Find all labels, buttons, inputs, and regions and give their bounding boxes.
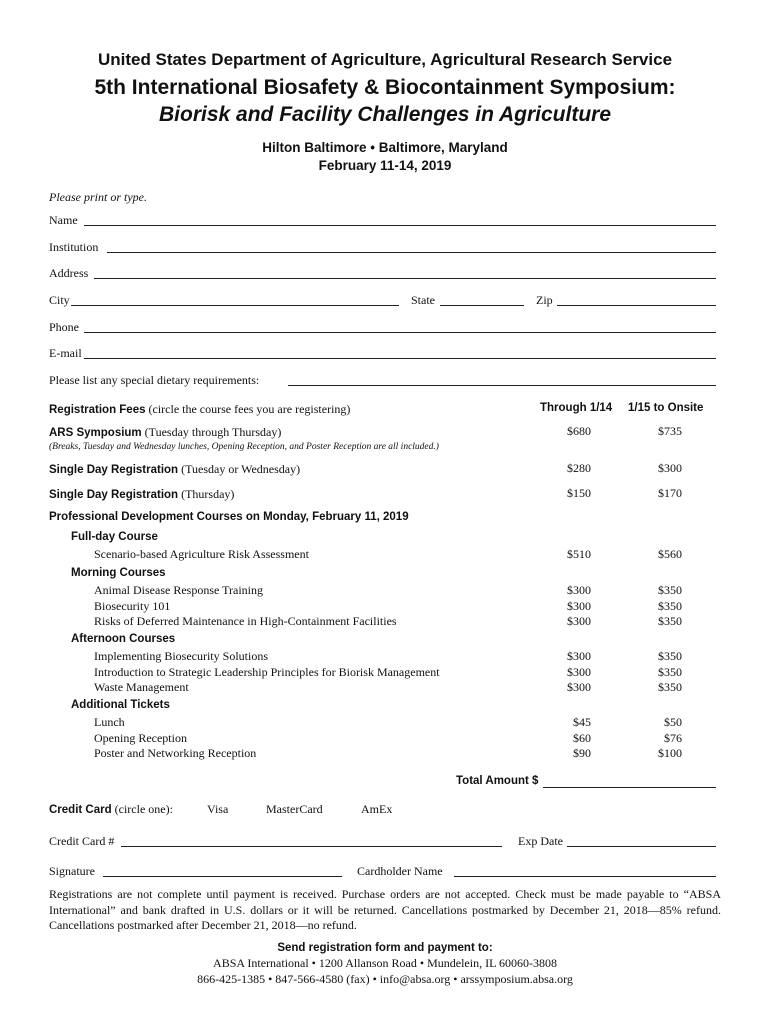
morning-course-3-price-early[interactable]: $300 — [567, 614, 591, 628]
morning-course-1-price-early[interactable]: $300 — [567, 583, 591, 597]
credit-card-number-label: Credit Card # — [49, 834, 115, 848]
morning-course-2: Biosecurity 101 — [94, 598, 171, 613]
ars-price-early[interactable]: $680 — [567, 424, 591, 438]
address-label: Address — [49, 266, 89, 280]
name-field[interactable] — [84, 213, 716, 226]
pd-heading: Professional Development Courses on Monday, February 11, 2019 — [49, 511, 409, 523]
zip-field[interactable] — [557, 293, 716, 306]
credit-card-number-field[interactable] — [121, 834, 502, 847]
single-day-tuewed-bold: Single Day Registration — [49, 464, 179, 476]
single-day-thu-row — [49, 487, 234, 502]
afternoon-title: Afternoon Courses — [71, 633, 176, 645]
ars-note: (Tuesday through Thursday) — [144, 425, 282, 439]
dietary-label: Please list any special dietary requirements: — [49, 373, 260, 387]
address-field[interactable] — [94, 266, 716, 279]
name-label: Name — [49, 213, 78, 227]
visa-option[interactable]: Visa — [207, 802, 229, 816]
single-day-tuewed-price-late[interactable]: $300 — [658, 461, 682, 475]
signature-field[interactable] — [103, 864, 342, 877]
single-day-tuewed-price-early[interactable]: $280 — [567, 461, 591, 475]
ticket-1-price-late[interactable]: $50 — [664, 715, 682, 729]
dietary-field[interactable] — [288, 373, 716, 386]
agency-heading: United States Department of Agriculture, Agricultural Research Service — [97, 50, 673, 69]
morning-course-2-price-late[interactable]: $350 — [658, 598, 682, 613]
ars-includes: (Breaks, Tuesday and Wednesday lunches, Opening Reception, and Poster Reception are all included.) — [49, 442, 439, 452]
ticket-1-price-early[interactable]: $45 — [573, 715, 591, 729]
phone-field[interactable] — [84, 320, 716, 333]
contact-info: 866-425-1385 • 847-566-4580 (fax) • info@absa.org • arssymposium.absa.org — [197, 972, 573, 986]
venue-line: Hilton Baltimore • Baltimore, Maryland — [262, 140, 508, 155]
exp-date-label: Exp Date — [518, 834, 563, 848]
city-field[interactable] — [71, 293, 399, 306]
fullday-price-late[interactable]: $560 — [658, 547, 682, 561]
single-day-thu-bold: Single Day Registration — [49, 489, 179, 501]
morning-course-list — [94, 583, 397, 630]
ticket-2-price-late[interactable]: $76 — [664, 730, 682, 745]
ticket-3: Poster and Networking Reception — [94, 746, 257, 760]
ticket-3-price-late[interactable]: $100 — [658, 746, 682, 760]
afternoon-course-1: Implementing Biosecurity Solutions — [94, 649, 268, 663]
tickets-list — [94, 715, 256, 762]
ars-price-late[interactable]: $735 — [658, 424, 682, 438]
payment-policy: Registrations are not complete until payment is received. Purchase orders are not accepted. Check must be made payable to “ABSA International” and bank drafted in U.S. dollars or it will be returned. Cancellations postmarked by December 21, 2018—85% refund. Cancellations postmarked after December 21, 2018—no refund. — [49, 887, 721, 932]
ticket-1: Lunch — [94, 715, 125, 729]
afternoon-course-3-price-late[interactable]: $350 — [658, 680, 682, 694]
total-label: Total Amount $ — [456, 775, 539, 787]
afternoon-course-2-price-late[interactable]: $350 — [658, 664, 682, 679]
morning-course-2-price-early[interactable]: $300 — [567, 598, 591, 613]
afternoon-course-3: Waste Management — [94, 680, 189, 694]
morning-course-1: Animal Disease Response Training — [94, 583, 263, 597]
morning-course-1-price-late[interactable]: $350 — [658, 583, 682, 597]
morning-course-3: Risks of Deferred Maintenance in High-Containment Facilities — [94, 614, 397, 628]
email-field[interactable] — [84, 346, 716, 359]
morning-prices-early — [531, 583, 591, 630]
afternoon-course-3-price-early[interactable]: $300 — [567, 680, 591, 694]
fullday-price-early[interactable]: $510 — [567, 547, 591, 561]
signature-label: Signature — [49, 864, 95, 878]
fees-heading-bold: Registration Fees — [49, 404, 146, 416]
morning-prices-late — [622, 583, 682, 630]
col-late-header: 1/15 to Onsite — [628, 402, 704, 414]
cardholder-field[interactable] — [454, 864, 716, 877]
afternoon-prices-early — [531, 649, 591, 696]
state-label: State — [411, 293, 435, 307]
cardholder-label: Cardholder Name — [357, 864, 443, 878]
afternoon-course-1-price-late[interactable]: $350 — [658, 649, 682, 663]
single-day-thu-note: (Thursday) — [181, 487, 235, 501]
venue-info — [0, 139, 770, 175]
afternoon-course-1-price-early[interactable]: $300 — [567, 649, 591, 663]
ticket-2: Opening Reception — [94, 730, 187, 745]
afternoon-prices-late — [622, 649, 682, 696]
morning-title: Morning Courses — [71, 567, 166, 579]
morning-course-3-price-late[interactable]: $350 — [658, 614, 682, 628]
single-day-thu-price-late[interactable]: $170 — [658, 486, 682, 500]
ticket-2-price-early[interactable]: $60 — [573, 730, 591, 745]
credit-card-type-row — [49, 802, 173, 817]
single-day-tuewed-row — [49, 462, 300, 477]
single-day-tuewed-note: (Tuesday or Wednesday) — [181, 462, 301, 476]
fees-heading-note: (circle the course fees you are registering) — [148, 402, 351, 416]
afternoon-course-list — [94, 649, 440, 696]
amex-option[interactable]: AmEx — [361, 802, 393, 816]
institution-field[interactable] — [107, 240, 716, 253]
tickets-prices-early — [531, 715, 591, 762]
fees-heading — [49, 402, 350, 417]
institution-label: Institution — [49, 240, 99, 254]
dates-line: February 11-14, 2019 — [318, 158, 452, 173]
fullday-title: Full-day Course — [71, 531, 158, 543]
tickets-title: Additional Tickets — [71, 699, 170, 711]
ars-bold: ARS Symposium — [49, 427, 142, 439]
fullday-course-name: Scenario-based Agriculture Risk Assessment — [94, 547, 309, 561]
phone-label: Phone — [49, 320, 79, 334]
mailing-address: ABSA International • 1200 Allanson Road • Mundelein, IL 60060-3808 — [213, 956, 557, 970]
symposium-title: 5th International Biosafety & Biocontainment Symposium: — [94, 76, 676, 99]
total-field[interactable] — [543, 775, 716, 788]
exp-date-field[interactable] — [567, 834, 716, 847]
col-early-header: Through 1/14 — [540, 402, 613, 414]
city-label: City — [49, 293, 70, 307]
mastercard-option[interactable]: MasterCard — [266, 802, 323, 816]
ticket-3-price-early[interactable]: $90 — [573, 746, 591, 760]
afternoon-course-2: Introduction to Strategic Leadership Principles for Biorisk Management — [94, 664, 440, 679]
state-field[interactable] — [440, 293, 524, 306]
send-heading: Send registration form and payment to: — [277, 942, 493, 954]
tickets-prices-late — [622, 715, 682, 762]
credit-card-note: (circle one): — [114, 802, 173, 816]
email-label: E-mail — [49, 346, 82, 360]
credit-card-bold: Credit Card — [49, 804, 112, 816]
form-instruction: Please print or type. — [49, 190, 147, 204]
zip-label: Zip — [536, 293, 553, 307]
ars-row — [49, 425, 281, 440]
afternoon-course-2-price-early[interactable]: $300 — [567, 664, 591, 679]
single-day-thu-price-early[interactable]: $150 — [567, 486, 591, 500]
symposium-subtitle: Biorisk and Facility Challenges in Agriculture — [159, 103, 611, 126]
